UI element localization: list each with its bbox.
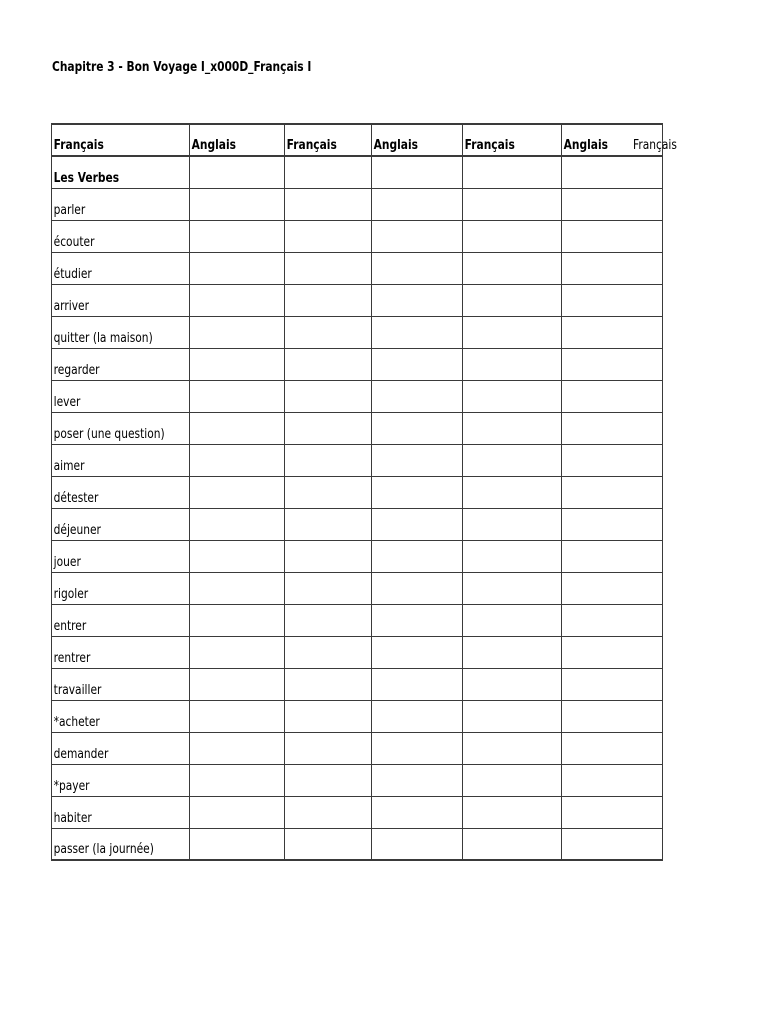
table-row (52, 316, 663, 348)
verb-label: détester (53, 490, 99, 506)
blank-cell (190, 316, 285, 348)
table-row (52, 796, 663, 828)
blank-cell (190, 220, 285, 252)
extra-column-header: Français (633, 138, 677, 153)
table-row (52, 284, 663, 316)
blank-cell (372, 828, 463, 860)
blank-cell (562, 316, 663, 348)
blank-cell (190, 540, 285, 572)
table-row (52, 636, 663, 668)
blank-cell (463, 412, 562, 444)
column-header (52, 124, 190, 156)
table-row (52, 764, 663, 796)
blank-cell (190, 572, 285, 604)
verb-label: rigoler (53, 586, 89, 602)
blank-cell (190, 476, 285, 508)
blank-cell (190, 764, 285, 796)
table-row (52, 412, 663, 444)
blank-cell (285, 604, 372, 636)
blank-cell (463, 476, 562, 508)
blank-cell (463, 188, 562, 220)
blank-cell (285, 700, 372, 732)
table-header-row (52, 124, 663, 156)
table-row (52, 252, 663, 284)
blank-cell (285, 508, 372, 540)
verb-cell (52, 572, 190, 604)
blank-cell (372, 700, 463, 732)
blank-cell (190, 284, 285, 316)
verb-cell (52, 668, 190, 700)
table-row (52, 668, 663, 700)
blank-cell (372, 796, 463, 828)
blank-cell (562, 444, 663, 476)
blank-cell (562, 604, 663, 636)
blank-cell (562, 508, 663, 540)
section-label: Les Verbes (53, 170, 120, 186)
verb-cell (52, 700, 190, 732)
blank-cell (190, 188, 285, 220)
blank-cell (463, 220, 562, 252)
table-row (52, 476, 663, 508)
section-row (52, 156, 663, 188)
verb-cell (52, 636, 190, 668)
verb-label: rentrer (53, 650, 91, 666)
blank-cell (562, 380, 663, 412)
blank-cell (372, 508, 463, 540)
blank-cell (285, 444, 372, 476)
blank-cell (190, 828, 285, 860)
blank-cell (285, 668, 372, 700)
blank-cell (190, 796, 285, 828)
blank-cell (190, 156, 285, 188)
table-row (52, 220, 663, 252)
verb-cell (52, 508, 190, 540)
column-header-label: Français (53, 138, 104, 153)
column-header-label: Anglais (192, 138, 237, 153)
blank-cell (190, 636, 285, 668)
verb-label: travailler (53, 682, 102, 698)
blank-cell (372, 316, 463, 348)
blank-cell (463, 636, 562, 668)
verb-cell (52, 348, 190, 380)
verb-label: déjeuner (53, 522, 101, 538)
column-header-label: Français (465, 138, 516, 153)
blank-cell (562, 540, 663, 572)
blank-cell (285, 540, 372, 572)
blank-cell (372, 636, 463, 668)
blank-cell (190, 732, 285, 764)
table-row (52, 444, 663, 476)
blank-cell (562, 732, 663, 764)
blank-cell (285, 156, 372, 188)
blank-cell (562, 796, 663, 828)
blank-cell (463, 508, 562, 540)
blank-cell (463, 764, 562, 796)
verb-cell (52, 732, 190, 764)
table-row (52, 380, 663, 412)
verb-label: jouer (53, 554, 81, 570)
blank-cell (372, 444, 463, 476)
blank-cell (285, 252, 372, 284)
blank-cell (562, 252, 663, 284)
blank-cell (372, 252, 463, 284)
blank-cell (562, 668, 663, 700)
section-label-cell (52, 156, 190, 188)
blank-cell (285, 412, 372, 444)
verb-label: lever (53, 394, 81, 410)
blank-cell (562, 348, 663, 380)
blank-cell (285, 284, 372, 316)
vocabulary-table (51, 123, 663, 861)
verb-label: aimer (53, 458, 85, 474)
verb-label: étudier (53, 266, 92, 282)
blank-cell (562, 636, 663, 668)
blank-cell (372, 348, 463, 380)
verb-label: demander (53, 746, 109, 762)
blank-cell (190, 412, 285, 444)
verb-cell (52, 540, 190, 572)
blank-cell (372, 764, 463, 796)
blank-cell (463, 668, 562, 700)
blank-cell (463, 156, 562, 188)
blank-cell (463, 348, 562, 380)
verb-label: écouter (53, 234, 95, 250)
blank-cell (463, 444, 562, 476)
blank-cell (463, 316, 562, 348)
table-row (52, 572, 663, 604)
verb-label: parler (53, 202, 86, 218)
verb-cell (52, 412, 190, 444)
verb-cell (52, 476, 190, 508)
verb-label: quitter (la maison) (53, 330, 153, 346)
verb-cell (52, 316, 190, 348)
blank-cell (372, 668, 463, 700)
blank-cell (463, 604, 562, 636)
blank-cell (285, 636, 372, 668)
verb-cell (52, 220, 190, 252)
blank-cell (372, 476, 463, 508)
column-header (463, 124, 562, 156)
blank-cell (562, 572, 663, 604)
verb-label: regarder (53, 362, 100, 378)
blank-cell (463, 700, 562, 732)
column-header-label: Anglais (374, 138, 419, 153)
table-row (52, 540, 663, 572)
column-header (372, 124, 463, 156)
blank-cell (190, 668, 285, 700)
table-row (52, 348, 663, 380)
table-row (52, 732, 663, 764)
blank-cell (190, 700, 285, 732)
blank-cell (372, 572, 463, 604)
verb-label: poser (une question) (53, 426, 165, 442)
blank-cell (562, 700, 663, 732)
blank-cell (372, 220, 463, 252)
blank-cell (562, 220, 663, 252)
blank-cell (285, 348, 372, 380)
blank-cell (372, 540, 463, 572)
verb-cell (52, 188, 190, 220)
blank-cell (562, 284, 663, 316)
verb-label: entrer (53, 618, 87, 634)
blank-cell (372, 156, 463, 188)
blank-cell (190, 348, 285, 380)
blank-cell (562, 764, 663, 796)
blank-cell (285, 828, 372, 860)
blank-cell (463, 252, 562, 284)
blank-cell (463, 796, 562, 828)
blank-cell (562, 412, 663, 444)
blank-cell (463, 284, 562, 316)
blank-cell (190, 252, 285, 284)
blank-cell (190, 508, 285, 540)
blank-cell (285, 732, 372, 764)
verb-cell (52, 828, 190, 860)
table-row (52, 188, 663, 220)
table-row (52, 508, 663, 540)
blank-cell (372, 732, 463, 764)
blank-cell (372, 380, 463, 412)
blank-cell (372, 412, 463, 444)
blank-cell (372, 284, 463, 316)
blank-cell (285, 316, 372, 348)
blank-cell (285, 380, 372, 412)
verb-cell (52, 252, 190, 284)
blank-cell (285, 796, 372, 828)
verb-cell (52, 284, 190, 316)
blank-cell (562, 828, 663, 860)
verb-label: passer (la journée) (53, 842, 154, 857)
blank-cell (285, 572, 372, 604)
blank-cell (463, 380, 562, 412)
blank-cell (463, 828, 562, 860)
blank-cell (190, 444, 285, 476)
table-row (52, 828, 663, 860)
blank-cell (285, 188, 372, 220)
blank-cell (463, 732, 562, 764)
verb-cell (52, 444, 190, 476)
blank-cell (463, 572, 562, 604)
column-header (190, 124, 285, 156)
table-row (52, 700, 663, 732)
verb-label: *payer (53, 778, 90, 794)
blank-cell (285, 220, 372, 252)
blank-cell (285, 764, 372, 796)
blank-cell (285, 476, 372, 508)
verb-label: *acheter (53, 714, 100, 730)
table-row (52, 604, 663, 636)
verb-label: arriver (53, 298, 89, 314)
column-header-label: Français (287, 138, 338, 153)
blank-cell (463, 540, 562, 572)
page-title: Chapitre 3 - Bon Voyage I_x000D_Français I (52, 60, 312, 75)
verb-cell (52, 764, 190, 796)
column-header-label: Anglais (564, 138, 609, 153)
column-header (285, 124, 372, 156)
verb-label: habiter (53, 810, 92, 826)
verb-cell (52, 604, 190, 636)
verb-cell (52, 380, 190, 412)
verb-cell (52, 796, 190, 828)
blank-cell (372, 188, 463, 220)
blank-cell (562, 476, 663, 508)
blank-cell (562, 156, 663, 188)
blank-cell (190, 604, 285, 636)
blank-cell (372, 604, 463, 636)
blank-cell (562, 188, 663, 220)
blank-cell (190, 380, 285, 412)
